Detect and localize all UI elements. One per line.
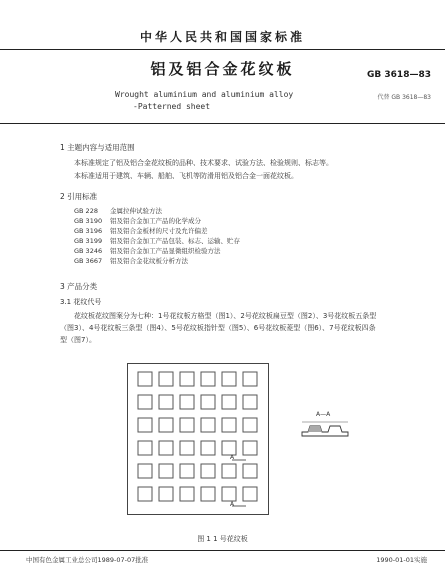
english-title <box>115 89 293 113</box>
footer-divider <box>0 550 445 551</box>
reference-item: GB 3199 铝及铝合金加工产品包装、标志、运输、贮存 <box>74 237 240 245</box>
document-title: 铝及铝合金花纹板 <box>150 60 295 78</box>
section-profile-drawing <box>300 418 350 440</box>
reference-item: GB 3190 铝及铝合金加工产品的化学成分 <box>74 217 201 225</box>
section-marker-lower: A <box>230 501 235 508</box>
standard-number: GB 3618—83 <box>367 70 431 80</box>
reference-item: GB 3246 铝及铝合金加工产品显微组织检验方法 <box>74 247 221 255</box>
section-marker-upper: A <box>230 454 235 461</box>
section-1-paragraph-1: 本标准规定了铝及铝合金花纹板的品种、技术要求、试验方法、检验规则、标志等。 <box>74 159 333 167</box>
header-divider <box>0 49 445 50</box>
title-divider <box>0 123 445 124</box>
square-pattern-drawing <box>128 364 268 514</box>
section-view-label: A—A <box>316 411 331 418</box>
section-2-heading: 2 引用标准 <box>60 192 98 201</box>
reference-list <box>74 206 240 266</box>
implementation-date: 1990-01-01实施 <box>376 556 427 564</box>
english-title-line2: -Patterned sheet <box>133 102 211 111</box>
approval-note: 中国有色金属工业总公司1989-07-07批准 <box>26 556 149 564</box>
section-3-1-heading: 3.1 花纹代号 <box>60 298 102 306</box>
section-3-heading: 3 产品分类 <box>60 282 98 291</box>
reference-item: GB 3196 铝及铝合金板材的尺寸及允许偏差 <box>74 227 208 235</box>
figure-1-caption: 图 1 1 号花纹板 <box>197 535 248 543</box>
reference-item: GB 3667 铝及铝合金花纹板分析方法 <box>74 257 188 265</box>
figure-1-frame <box>127 363 269 515</box>
section-1-heading: 1 主题内容与适用范围 <box>60 143 135 152</box>
reference-item: GB 228 金属拉伸试验方法 <box>74 207 162 215</box>
english-title-line1: Wrought aluminium and aluminium alloy <box>115 90 294 99</box>
standard-header: 中华人民共和国国家标准 <box>139 30 305 44</box>
section-1-paragraph-2: 本标准适用于建筑、车辆、船舶、飞机等防滑用铝及铝合金一面花纹板。 <box>74 172 298 180</box>
replaces-note: 代替 GB 3618—83 <box>377 94 431 101</box>
section-3-paragraph: 花纹板花纹图案分为七种：1号花纹板方格型（图1）、2号花纹板扁豆型（图2）、3号花纹板五条型（图3）、4号花纹板三条型（图4）、5号花纹板指针型（图5）、6号花纹板菱型（图6）、7号花纹板四条型（图7）。 <box>60 312 377 344</box>
